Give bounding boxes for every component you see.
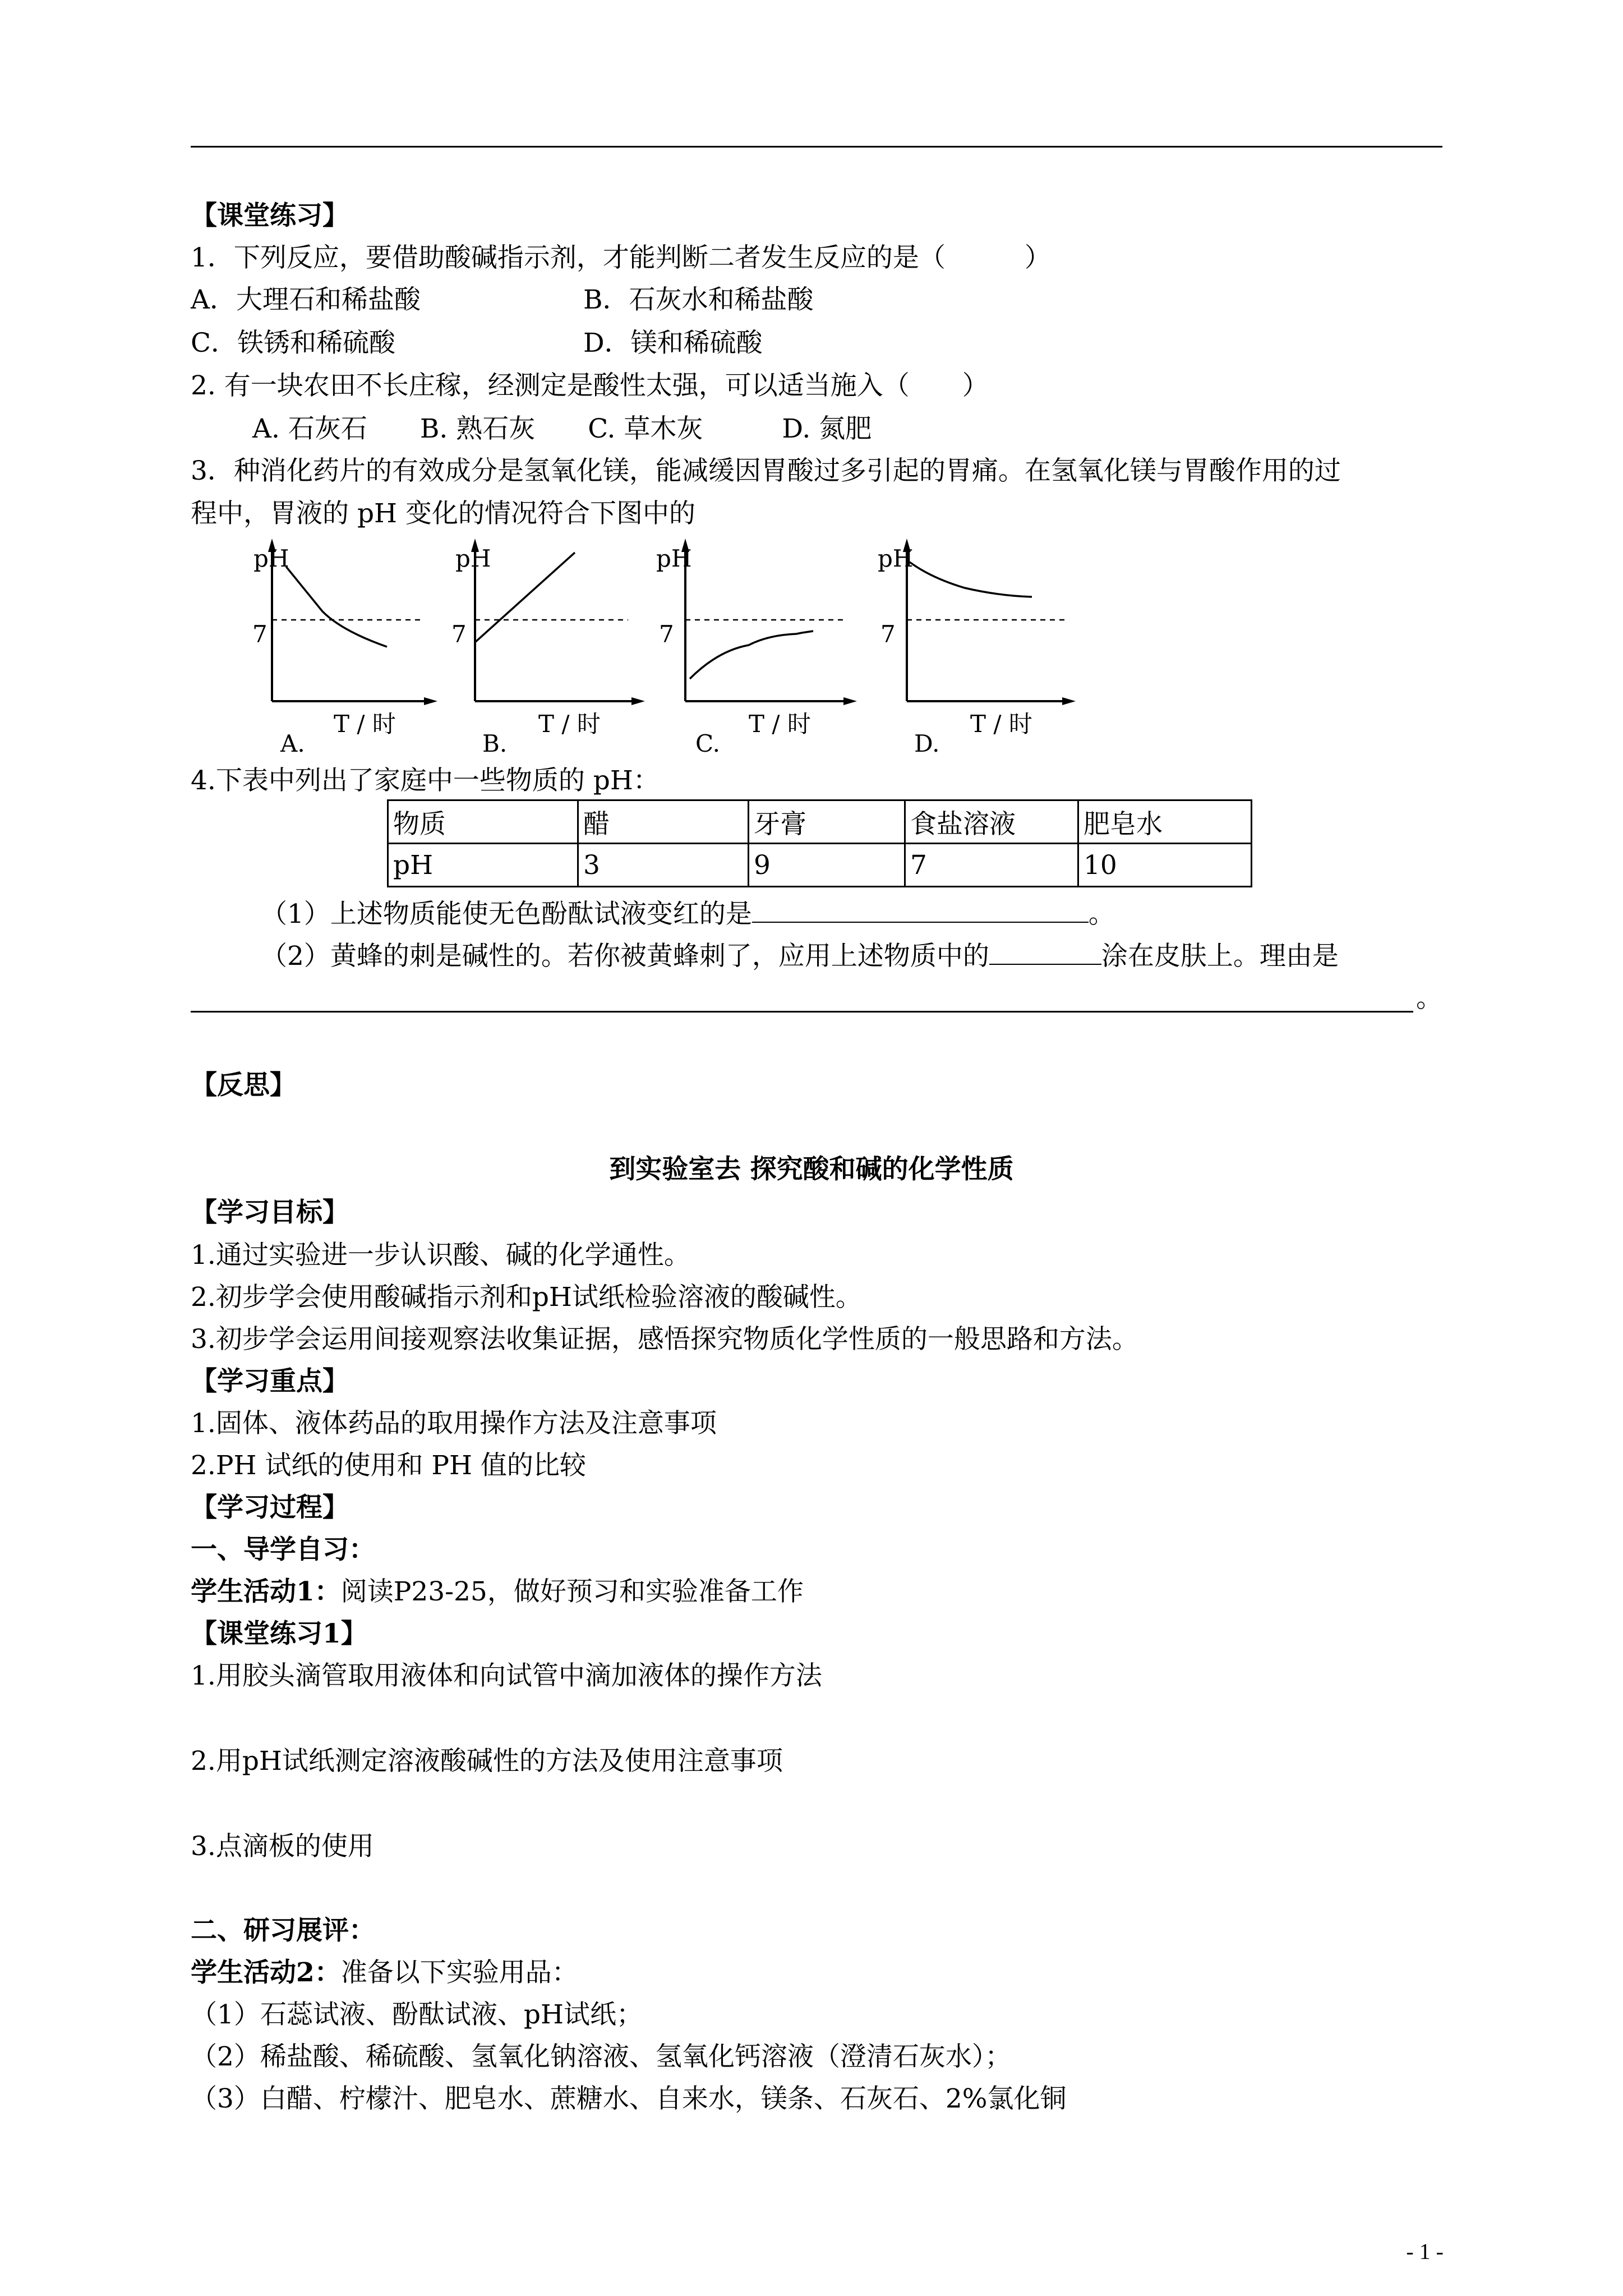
activity-2-label: 学生活动2：	[191, 1957, 341, 1988]
table-cell: 7	[905, 844, 1078, 887]
table-cell: 物质	[388, 800, 578, 844]
top-rule	[191, 146, 1442, 148]
table-cell: 肥皂水	[1078, 800, 1252, 844]
graph-d	[878, 539, 1076, 757]
graph-a	[252, 539, 437, 757]
table-cell: 9	[749, 844, 905, 887]
table-row	[388, 844, 1252, 887]
graph-c-ylabel: pH	[656, 545, 692, 572]
table-cell: 醋	[578, 800, 749, 844]
graph-d-xlabel: T / 时	[970, 710, 1032, 738]
q1-option-c: C．铁锈和稀硫酸	[191, 328, 395, 358]
q4-part1-text: （1）上述物质能使无色酚酞试液变红的是	[261, 899, 752, 930]
key-1: 1.固体、液体药品的取用操作方法及注意事项	[191, 1408, 717, 1439]
graph-a-seven: 7	[252, 620, 268, 648]
ph-table	[387, 799, 1252, 887]
activity-2-text: 准备以下实验用品：	[340, 1957, 578, 1988]
q4-part2	[261, 940, 1339, 973]
heading-reflect: 【反思】	[191, 1070, 296, 1101]
exercise-1: 1.用胶头滴管取用液体和向试管中滴加液体的操作方法	[191, 1660, 822, 1691]
q2-options: A. 石灰石 B. 熟石灰 C. 草木灰 D. 氮肥	[252, 413, 872, 444]
table-row	[388, 800, 1252, 844]
material-2: （2）稀盐酸、稀硫酸、氢氧化钠溶液、氢氧化钙溶液（澄清石灰水）；	[191, 2041, 1012, 2072]
answer-blank-reason[interactable]	[191, 1011, 1413, 1013]
heading-exercise: 【课堂练习】	[191, 200, 349, 231]
question-3-line1: 3．种消化药片的有效成分是氢氧化镁，能减缓因胃酸过多引起的胃痛。在氢氧化镁与胃酸作用的过	[191, 455, 1341, 486]
activity-1-text: 阅读P23-25，做好预习和实验准备工作	[340, 1576, 804, 1607]
section-2: 二、研习展评：	[191, 1915, 375, 1946]
graph-c-label: C.	[695, 730, 720, 757]
table-cell: 10	[1078, 844, 1252, 887]
ph-graphs	[202, 533, 1099, 763]
goal-2: 2.初步学会使用酸碱指示剂和pH试纸检验溶液的酸碱性。	[191, 1282, 862, 1313]
material-1: （1）石蕊试液、酚酞试液、pH试纸；	[191, 1999, 643, 2030]
heading-process: 【学习过程】	[191, 1492, 349, 1523]
q1-option-d: D．镁和稀硫酸	[583, 328, 763, 358]
graph-c-seven: 7	[659, 620, 674, 648]
q4-part1	[261, 898, 1115, 931]
question-2: 2. 有一块农田不长庄稼，经测定是酸性太强，可以适当施入（ ）	[191, 370, 989, 401]
q1-option-b: B．石灰水和稀盐酸	[583, 284, 814, 315]
graph-b-label: B.	[482, 730, 508, 757]
heading-exercise-1: 【课堂练习1】	[191, 1618, 367, 1649]
graph-d-label: D.	[914, 730, 940, 757]
key-2: 2.PH 试纸的使用和 PH 值的比较	[191, 1450, 586, 1481]
graph-d-ylabel: pH	[878, 545, 914, 572]
q4-part2-end: 涂在皮肤上。理由是	[1101, 941, 1339, 972]
graph-a-ylabel: pH	[253, 545, 289, 572]
answer-blank-2[interactable]	[989, 940, 1101, 965]
page-number: - 1 -	[1406, 2239, 1444, 2264]
exercise-2: 2.用pH试纸测定溶液酸碱性的方法及使用注意事项	[191, 1746, 783, 1777]
answer-blank-1[interactable]	[752, 898, 1089, 923]
activity-1-label: 学生活动1：	[191, 1576, 341, 1607]
heading-key: 【学习重点】	[191, 1366, 349, 1397]
question-1: 1．下列反应，要借助酸碱指示剂，才能判断二者发生反应的是（ ）	[191, 242, 1051, 273]
section-1: 一、导学自习：	[191, 1534, 375, 1565]
graph-c-xlabel: T / 时	[749, 710, 811, 738]
table-cell: 3	[578, 844, 749, 887]
graph-c	[656, 539, 857, 757]
material-3: （3）白醋、柠檬汁、肥皂水、蔗糖水、自来水，镁条、石灰石、2%氯化铜	[191, 2083, 1067, 2114]
goal-3: 3.初步学会运用间接观察法收集证据，感悟探究物质化学性质的一般思路和方法。	[191, 1324, 1138, 1355]
goal-1: 1.通过实验进一步认识酸、碱的化学通性。	[191, 1240, 690, 1271]
question-3-line2: 程中，胃液的 pH 变化的情况符合下图中的	[191, 498, 695, 529]
activity-2	[191, 1956, 578, 1990]
graph-b	[451, 539, 645, 757]
exercise-3: 3.点滴板的使用	[191, 1831, 374, 1862]
graph-b-ylabel: pH	[455, 545, 491, 572]
q4-part2-text: （2）黄蜂的刺是碱性的。若你被黄蜂刺了，应用上述物质中的	[261, 941, 989, 972]
table-cell: 食盐溶液	[905, 800, 1078, 844]
graph-d-seven: 7	[880, 620, 896, 648]
graph-a-label: A.	[280, 730, 305, 757]
q4-part1-end: 。	[1088, 899, 1115, 930]
graph-a-xlabel: T / 时	[334, 710, 396, 738]
table-cell: pH	[388, 844, 578, 887]
q4-final-period: 。	[1416, 983, 1442, 1014]
graph-b-seven: 7	[451, 620, 467, 648]
question-4: 4.下表中列出了家庭中一些物质的 pH：	[191, 765, 660, 796]
section-title: 到实验室去 探究酸和碱的化学性质	[609, 1154, 1014, 1185]
activity-1	[191, 1575, 804, 1609]
table-cell: 牙膏	[749, 800, 905, 844]
q1-option-a: A．大理石和稀盐酸	[191, 284, 421, 315]
heading-goal: 【学习目标】	[191, 1197, 349, 1228]
graph-b-xlabel: T / 时	[538, 710, 601, 738]
